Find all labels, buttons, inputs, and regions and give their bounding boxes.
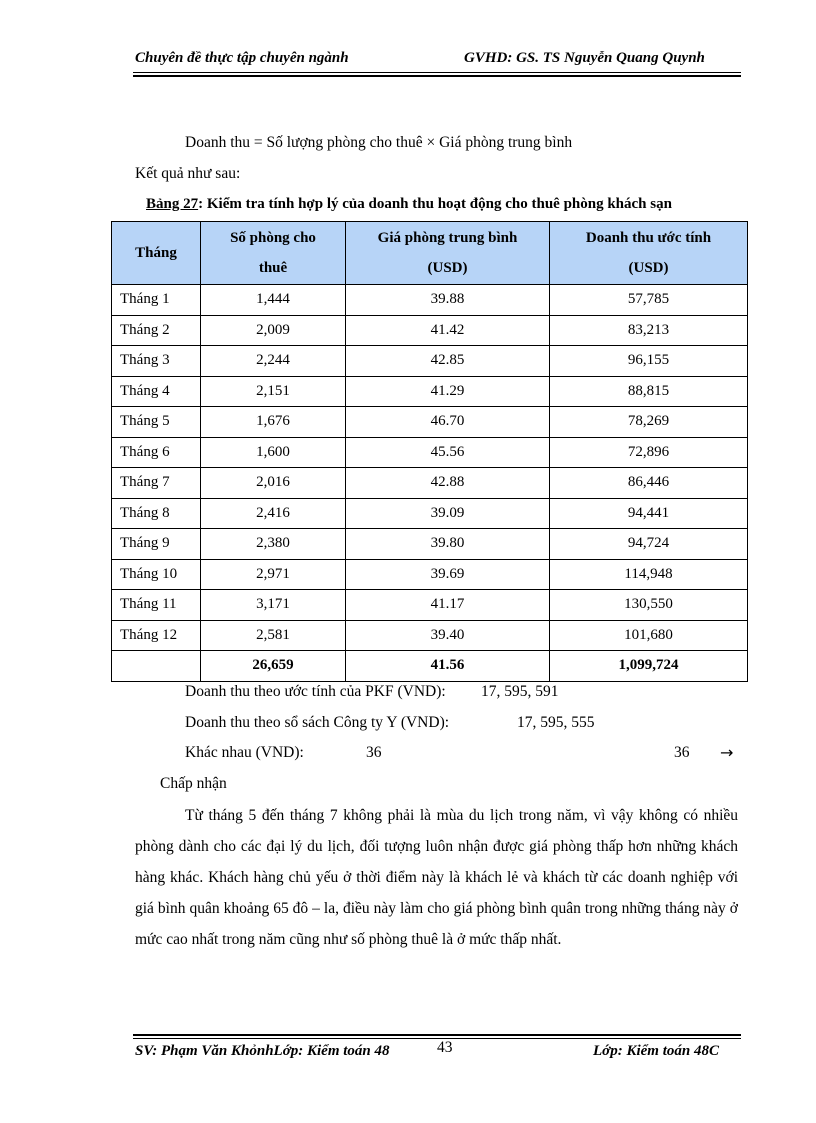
total-rooms: 26,659: [201, 651, 346, 682]
cell-month: Tháng 3: [112, 346, 201, 377]
table-caption-text: : Kiểm tra tính hợp lý của doanh thu hoạt động cho thuê phòng khách sạn: [198, 196, 672, 212]
cell-revenue: 83,213: [550, 315, 748, 346]
cell-month: Tháng 11: [112, 590, 201, 621]
table-row: [112, 559, 748, 590]
header-price-line2: (USD): [427, 260, 468, 276]
table-row: [112, 529, 748, 560]
cell-price: 41.17: [346, 590, 550, 621]
page-number: 43: [437, 1039, 453, 1056]
header-month: Tháng: [112, 222, 201, 285]
cell-price: 45.56: [346, 437, 550, 468]
analysis-paragraph-text: Từ tháng 5 đến tháng 7 không phải là mùa du lịch trong năm, vì vậy không có nhiều phòng dành cho các đại lý du lịch, đối tượng luôn nhận được giá phòng thấp hơn những khách hàng khác. Khách hàng chủ yếu ở thời điểm này là khách lẻ và khách từ các doanh nghiệp với giá bình quân khoảng 65 đô – la, điều này làm cho giá phòng bình quân trong những tháng này ở mức cao nhất trong năm cũng như số phòng thuê là ở mức thấp nhất.: [135, 807, 738, 948]
cell-revenue: 101,680: [550, 620, 748, 651]
footer-right: Lớp: Kiểm toán 48C: [593, 1043, 719, 1059]
cell-month: Tháng 1: [112, 285, 201, 316]
cell-revenue: 114,948: [550, 559, 748, 590]
cell-price: 41.42: [346, 315, 550, 346]
cell-price: 42.88: [346, 468, 550, 499]
table-row: [112, 468, 748, 499]
table-row: [112, 498, 748, 529]
table-row: [112, 437, 748, 468]
table-total-row: [112, 651, 748, 682]
books-value: 17, 595, 555: [517, 714, 595, 731]
cell-revenue: 88,815: [550, 376, 748, 407]
table-row: [112, 620, 748, 651]
cell-rooms: 2,244: [201, 346, 346, 377]
table-row: [112, 376, 748, 407]
analysis-paragraph: [135, 800, 738, 955]
cell-price: 41.29: [346, 376, 550, 407]
cell-revenue: 57,785: [550, 285, 748, 316]
header-rooms: [201, 222, 346, 285]
header-left: Chuyên đề thực tập chuyên ngành: [135, 50, 349, 66]
footer-rule-thick: [133, 1034, 741, 1036]
cell-month: Tháng 5: [112, 407, 201, 438]
cell-revenue: 86,446: [550, 468, 748, 499]
cell-revenue: 72,896: [550, 437, 748, 468]
table-row: [112, 407, 748, 438]
pkf-value: 17, 595, 591: [481, 683, 559, 700]
cell-price: 39.69: [346, 559, 550, 590]
formula-text: Doanh thu = Số lượng phòng cho thuê × Giá phòng trung bình: [185, 134, 573, 151]
cell-revenue: 94,724: [550, 529, 748, 560]
pkf-label: Doanh thu theo ước tính của PKF (VND):: [185, 683, 446, 700]
cell-revenue: 78,269: [550, 407, 748, 438]
cell-month: Tháng 12: [112, 620, 201, 651]
cell-price: 39.88: [346, 285, 550, 316]
cell-rooms: 2,380: [201, 529, 346, 560]
total-revenue: 1,099,724: [550, 651, 748, 682]
table-row: [112, 590, 748, 621]
cell-month: Tháng 6: [112, 437, 201, 468]
conclusion-text: Chấp nhận: [160, 775, 227, 792]
cell-revenue: 94,441: [550, 498, 748, 529]
cell-month: Tháng 8: [112, 498, 201, 529]
header-rooms-line2: thuê: [258, 260, 288, 276]
cell-revenue: 96,155: [550, 346, 748, 377]
cell-price: 39.09: [346, 498, 550, 529]
cell-month: Tháng 4: [112, 376, 201, 407]
cell-rooms: 2,009: [201, 315, 346, 346]
revenue-table: [111, 221, 748, 682]
cell-month: Tháng 7: [112, 468, 201, 499]
header-revenue: [550, 222, 748, 285]
table-header-row: [112, 222, 748, 285]
table-row: [112, 285, 748, 316]
header-revenue-line1: Doanh thu ước tính: [585, 230, 712, 246]
total-month: [112, 651, 201, 682]
header-rule-thin: [133, 72, 741, 73]
table-caption: [146, 196, 672, 213]
table-row: [112, 315, 748, 346]
header-rooms-line1: Số phòng cho: [230, 230, 316, 246]
cell-rooms: 1,600: [201, 437, 346, 468]
cell-price: 39.40: [346, 620, 550, 651]
header-revenue-line2: (USD): [628, 260, 669, 276]
arrow-right-icon: →: [720, 743, 734, 762]
header-price: [346, 222, 550, 285]
cell-month: Tháng 2: [112, 315, 201, 346]
diff-label: Khác nhau (VND):: [185, 744, 304, 761]
cell-rooms: 2,581: [201, 620, 346, 651]
diff-value-right: 36: [674, 744, 690, 761]
footer-left: SV: Phạm Văn KhỏnhLớp: Kiểm toán 48: [135, 1043, 390, 1059]
cell-revenue: 130,550: [550, 590, 748, 621]
total-price: 41.56: [346, 651, 550, 682]
cell-month: Tháng 9: [112, 529, 201, 560]
cell-rooms: 1,444: [201, 285, 346, 316]
table-row: [112, 346, 748, 377]
cell-rooms: 2,971: [201, 559, 346, 590]
table-caption-label: Bảng 27: [146, 196, 199, 212]
header-price-line1: Giá phòng trung bình: [377, 230, 518, 246]
cell-rooms: 2,016: [201, 468, 346, 499]
cell-rooms: 3,171: [201, 590, 346, 621]
cell-price: 42.85: [346, 346, 550, 377]
result-intro: Kết quả như sau:: [135, 165, 241, 182]
books-label: Doanh thu theo sổ sách Công ty Y (VND):: [185, 714, 450, 731]
header-rule-thick: [133, 75, 741, 77]
cell-rooms: 1,676: [201, 407, 346, 438]
cell-price: 39.80: [346, 529, 550, 560]
diff-value: 36: [366, 744, 382, 761]
cell-price: 46.70: [346, 407, 550, 438]
header-right: GVHD: GS. TS Nguyễn Quang Quynh: [464, 50, 705, 66]
cell-rooms: 2,416: [201, 498, 346, 529]
cell-rooms: 2,151: [201, 376, 346, 407]
cell-month: Tháng 10: [112, 559, 201, 590]
